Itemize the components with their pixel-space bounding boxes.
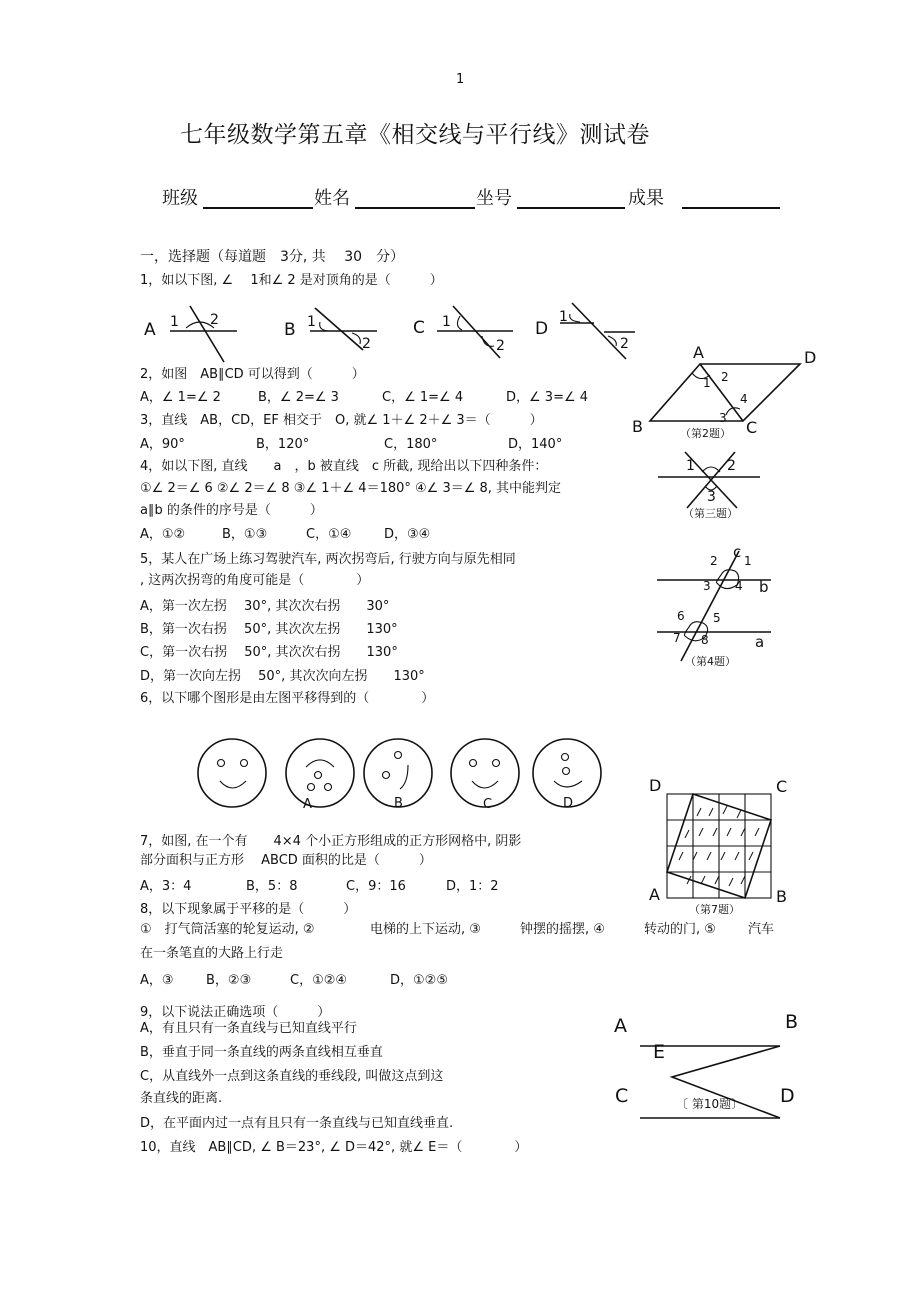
page-title: 七年级数学第五章《相交线与平行线》测试卷 bbox=[180, 122, 650, 148]
q2-label-b: B bbox=[632, 417, 643, 436]
page-number: 1 bbox=[456, 72, 465, 87]
q9-option-b[interactable]: B，垂直于同一条直线的两条直线相互垂直 bbox=[140, 1045, 383, 1060]
q1-fig-b-letter: B bbox=[284, 320, 296, 340]
q5-option-d[interactable]: D，第一次向左拐 50°, 其次次向左拐 130° bbox=[140, 669, 425, 684]
q1-fig-b-n1: 1 bbox=[307, 314, 316, 330]
q5-option-b[interactable]: B，第一次右拐 50°, 其次次左拐 130° bbox=[140, 622, 398, 637]
q6-label-b: B bbox=[394, 796, 403, 811]
q3-n1: 1 bbox=[686, 458, 695, 474]
q9-stem: 9，以下说法正确选项（ ） bbox=[140, 1005, 331, 1020]
q7-label-a: A bbox=[649, 885, 660, 904]
q6-stem: 6，以下哪个图形是由左图平移得到的（ ） bbox=[140, 691, 435, 706]
q2-n4: 4 bbox=[740, 392, 748, 406]
q4-option-c[interactable]: C，①④ bbox=[306, 527, 352, 542]
q7-label-c: C bbox=[776, 777, 788, 796]
q1-figures bbox=[140, 300, 660, 362]
q1-fig-b-n2: 2 bbox=[362, 336, 371, 352]
q2-option-c[interactable]: C，∠ 1=∠ 4 bbox=[382, 390, 464, 405]
q4-n6: 6 bbox=[677, 609, 685, 623]
q10-stem: 10，直线 AB∥CD, ∠ B＝23°, ∠ D＝42°, 就∠ E＝（ ） bbox=[140, 1140, 528, 1155]
q7-label-d: D bbox=[649, 776, 662, 795]
q1-fig-a-letter: A bbox=[144, 320, 156, 340]
q1-stem: 1，如以下图, ∠ 1和∠ 2 是对顶角的是（ ） bbox=[140, 273, 443, 288]
q4-n7: 7 bbox=[673, 631, 681, 645]
q5-option-a[interactable]: A，第一次左拐 30°, 其次次右拐 30° bbox=[140, 599, 390, 614]
q1-fig-c-n1: 1 bbox=[442, 314, 451, 330]
q8-item-5: 汽车 bbox=[748, 922, 775, 937]
q7-option-d[interactable]: D，1：2 bbox=[446, 879, 499, 894]
q8-option-b[interactable]: B，②③ bbox=[206, 973, 252, 988]
q8-option-d[interactable]: D，①②⑤ bbox=[390, 973, 448, 988]
q2-caption: （第2题） bbox=[680, 427, 731, 440]
q8-item-1: ① 打气筒活塞的轮复运动, ② bbox=[140, 922, 315, 937]
q2-option-a[interactable]: A，∠ 1=∠ 2 bbox=[140, 390, 221, 405]
q7-figure bbox=[645, 772, 795, 922]
q7-option-a[interactable]: A，3：4 bbox=[140, 879, 192, 894]
q8-stem: 8，以下现象属于平移的是（ ） bbox=[140, 902, 357, 917]
q1-fig-b[interactable] bbox=[284, 308, 377, 352]
q6-face-b[interactable] bbox=[364, 739, 432, 811]
q6-original-face bbox=[198, 739, 266, 807]
q6-label-d: D bbox=[563, 796, 574, 811]
q7-option-c[interactable]: C，9：16 bbox=[346, 879, 406, 894]
q6-label-c: C bbox=[483, 797, 493, 812]
q1-fig-d-letter: D bbox=[535, 319, 549, 339]
q10-caption: 〔 第10题〕 bbox=[676, 1097, 744, 1111]
q1-fig-d-n2: 2 bbox=[620, 336, 629, 352]
q2-label-a: A bbox=[693, 343, 704, 362]
q10-label-d: D bbox=[780, 1085, 795, 1107]
q4-line3: a∥b 的条件的序号是（ ） bbox=[140, 503, 323, 518]
q2-n2: 2 bbox=[721, 370, 729, 384]
q2-figure bbox=[630, 343, 830, 443]
q1-fig-c-n2: 2 bbox=[496, 338, 505, 354]
q1-fig-c[interactable] bbox=[413, 306, 513, 358]
seat-label: 坐号 bbox=[476, 188, 512, 209]
q4-option-b[interactable]: B，①③ bbox=[222, 527, 268, 542]
q2-stem: 2，如图 AB∥CD 可以得到（ ） bbox=[140, 367, 365, 382]
q7-label-b: B bbox=[776, 887, 787, 906]
q4-option-a[interactable]: A，①② bbox=[140, 527, 186, 542]
q4-line2: ①∠ 2＝∠ 6 ②∠ 2＝∠ 8 ③∠ 1＋∠ 4＝180° ④∠ 3＝∠ 8, 其中能判定 bbox=[140, 481, 562, 496]
class-field[interactable] bbox=[203, 189, 313, 209]
q3-n3: 3 bbox=[707, 489, 716, 505]
q6-faces bbox=[190, 735, 610, 815]
q9-option-c-line1[interactable]: C，从直线外一点到这条直线的垂线段, 叫做这点到这 bbox=[140, 1069, 444, 1084]
q4-n8: 8 bbox=[701, 633, 709, 647]
q6-label-a: A bbox=[303, 797, 312, 812]
name-field[interactable] bbox=[355, 189, 475, 209]
q4-n5: 5 bbox=[713, 611, 721, 625]
q3-option-c[interactable]: C，180° bbox=[384, 437, 438, 452]
seat-field[interactable] bbox=[517, 189, 625, 209]
q3-figure bbox=[650, 450, 770, 522]
q7-option-b[interactable]: B，5：8 bbox=[246, 879, 298, 894]
q7-caption: （第7题） bbox=[689, 903, 740, 916]
q8-option-c[interactable]: C，①②④ bbox=[290, 973, 348, 988]
q9-option-d[interactable]: D，在平面内过一点有且只有一条直线与已知直线垂直. bbox=[140, 1116, 454, 1131]
score-field[interactable] bbox=[682, 189, 780, 209]
q4-n3: 3 bbox=[703, 579, 711, 593]
q1-fig-a-n2: 2 bbox=[210, 312, 219, 328]
q3-n2: 2 bbox=[727, 458, 736, 474]
q8-item-3: 钟摆的摇摆, ④ bbox=[520, 922, 605, 937]
q9-option-a[interactable]: A，有且只有一条直线与已知直线平行 bbox=[140, 1021, 357, 1036]
q2-option-d[interactable]: D，∠ 3=∠ 4 bbox=[506, 390, 589, 405]
q4-option-d[interactable]: D，③④ bbox=[384, 527, 431, 542]
q2-n3: 3 bbox=[719, 411, 727, 425]
q8-item-2: 电梯的上下运动, ③ bbox=[370, 922, 481, 937]
q5-option-c[interactable]: C，第一次右拐 50°, 其次次右拐 130° bbox=[140, 645, 398, 660]
q3-stem: 3，直线 AB，CD，EF 相交于 O, 就∠ 1＋∠ 2＋∠ 3＝（ ） bbox=[140, 413, 543, 428]
q10-label-b: B bbox=[785, 1011, 799, 1033]
q1-fig-d[interactable] bbox=[535, 303, 635, 359]
q10-label-a: A bbox=[614, 1015, 627, 1037]
q6-face-d[interactable] bbox=[533, 739, 601, 811]
q6-face-c[interactable] bbox=[451, 739, 519, 812]
q2-label-c: C bbox=[746, 418, 758, 437]
q4-n2: 2 bbox=[710, 554, 718, 568]
score-label: 成果 bbox=[628, 188, 664, 209]
q4-n4: 4 bbox=[735, 579, 743, 593]
q6-face-a[interactable] bbox=[286, 739, 354, 812]
q10-label-c: C bbox=[615, 1085, 629, 1107]
q4-label-a: a bbox=[755, 633, 765, 651]
q4-label-c: c bbox=[733, 543, 742, 561]
q1-fig-a[interactable] bbox=[144, 306, 237, 362]
q4-figure bbox=[655, 545, 785, 670]
name-label: 姓名 bbox=[314, 188, 350, 209]
q2-n1: 1 bbox=[703, 376, 711, 390]
section-heading: 一，选择题（每道题 3分, 共 30 分） bbox=[140, 249, 405, 265]
q8-item-4: 转动的门, ⑤ bbox=[644, 922, 716, 937]
q10-label-e: E bbox=[653, 1041, 666, 1063]
q7-line2: 部分面积与正方形 ABCD 面积的比是（ ） bbox=[140, 853, 432, 868]
q3-option-b[interactable]: B，120° bbox=[256, 437, 310, 452]
q2-label-d: D bbox=[804, 348, 817, 367]
q3-caption: （第三题） bbox=[683, 507, 738, 520]
q7-line1: 7，如图, 在一个有 4×4 个小正方形组成的正方形网格中, 阴影 bbox=[140, 834, 522, 849]
q1-fig-d-n1: 1 bbox=[559, 309, 568, 325]
q8-option-a[interactable]: A，③ bbox=[140, 973, 174, 988]
class-label: 班级 bbox=[162, 188, 198, 209]
q5-line2: , 这两次拐弯的角度可能是（ ） bbox=[140, 573, 370, 588]
q5-line1: 5，某人在广场上练习驾驶汽车, 两次拐弯后, 行驶方向与原先相同 bbox=[140, 552, 516, 567]
q4-n1: 1 bbox=[744, 554, 752, 568]
q3-option-a[interactable]: A，90° bbox=[140, 437, 185, 452]
q8-line3: 在一条笔直的大路上行走 bbox=[140, 946, 284, 961]
q4-label-b: b bbox=[759, 578, 769, 596]
q1-fig-c-letter: C bbox=[413, 318, 425, 338]
q4-line1: 4，如以下图, 直线 a ，b 被直线 c 所截, 现给出以下四种条件： bbox=[140, 459, 548, 474]
q9-option-c-line2: 条直线的距离. bbox=[140, 1091, 223, 1106]
q4-caption: （第4题） bbox=[685, 655, 736, 668]
q2-option-b[interactable]: B，∠ 2=∠ 3 bbox=[258, 390, 339, 405]
q10-figure bbox=[610, 1008, 810, 1123]
q3-option-d[interactable]: D，140° bbox=[508, 437, 563, 452]
q1-fig-a-n1: 1 bbox=[170, 314, 179, 330]
